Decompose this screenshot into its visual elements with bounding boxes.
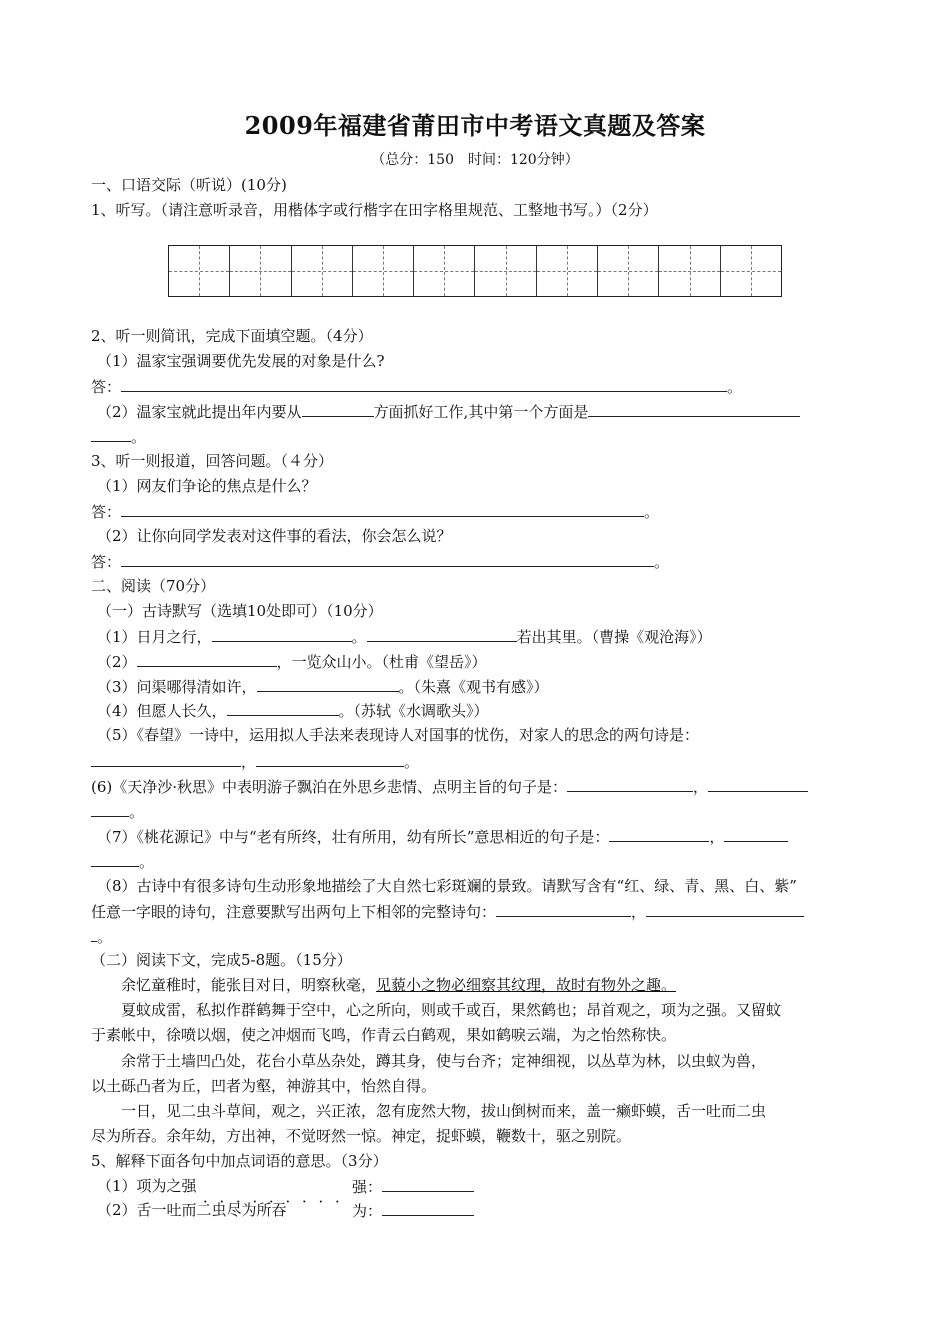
poem-item-5: （5）《春望》一诗中，运用拟人手法来表现诗人对国事的忧伤，对家人的思念的两句诗是： bbox=[97, 726, 700, 744]
grid-cell[interactable] bbox=[353, 246, 414, 296]
answer-blank[interactable] bbox=[302, 401, 374, 417]
period: 。 bbox=[654, 553, 670, 571]
answer-label: 答： bbox=[91, 553, 122, 571]
answer-label: 答： bbox=[91, 378, 122, 396]
period: 。 bbox=[404, 753, 420, 771]
comma: ， bbox=[241, 753, 257, 771]
section1-heading: 一、口语交际（听说）(10分) bbox=[91, 176, 287, 194]
answer-blank[interactable] bbox=[567, 776, 693, 792]
answer-blank[interactable] bbox=[91, 851, 139, 867]
comma: ， bbox=[693, 778, 709, 796]
passage-para-4-a: 一日，见二虫斗草间，观之，兴正浓，忽有庞然大物，拔山倒树而来，盖一癞虾蟆，舌一吐而二虫 bbox=[121, 1102, 767, 1120]
q3-text: 3、听一则报道，回答问题。（４分） bbox=[91, 452, 334, 470]
grid-cell[interactable] bbox=[169, 246, 230, 296]
q2-text: 2、听一则简讯，完成下面填空题。（4分） bbox=[91, 327, 373, 345]
poem-text: （1）日月之行， bbox=[97, 628, 212, 646]
answer-blank[interactable] bbox=[227, 700, 339, 716]
poem-item-4 bbox=[97, 700, 489, 721]
page-title: 2009年福建省莆田市中考语文真题及答案 bbox=[244, 111, 706, 140]
grid-cell[interactable] bbox=[414, 246, 475, 296]
poem-text: ，一览众山小。（杜甫《望岳》） bbox=[276, 653, 487, 671]
passage-para-3-a: 余常于土墙凹凸处，花台小草丛杂处，蹲其身，使与台齐；定神细视，以丛草为林，以虫蚁为兽， bbox=[121, 1052, 767, 1070]
poem-text: 若出其里。（曹操《观沧海》） bbox=[516, 628, 712, 646]
answer-blank[interactable] bbox=[257, 676, 399, 692]
passage-para-2-b: 于素帐中，徐喷以烟，使之冲烟而飞鸣，作青云白鹤观，果如鹤唳云端，为之怡然称快。 bbox=[91, 1026, 677, 1044]
grid-cell[interactable] bbox=[659, 246, 720, 296]
poem-text: （7）《桃花源记》中与“老有所终，壮有所用，幼有所长”意思相近的句子是： bbox=[97, 828, 610, 846]
q5-1-answer bbox=[352, 1176, 474, 1197]
poem-item-8-a: （8）古诗中有很多诗句生动形象地描绘了大自然七彩斑斓的景致。请默写含有“红、绿、青、黑、白、紫” bbox=[97, 877, 797, 895]
answer-blank[interactable] bbox=[121, 551, 654, 567]
q5-2-text: （2）舌一吐而二虫尽为所吞 bbox=[97, 1201, 287, 1219]
answer-blank[interactable] bbox=[367, 626, 517, 642]
grid-cell[interactable] bbox=[230, 246, 291, 296]
q1-text: 1、听写。（请注意听录音，用楷体字或行楷字在田字格里规范、工整地书写。）（2分） bbox=[91, 201, 658, 219]
answer-blank[interactable] bbox=[382, 1200, 474, 1216]
q2-2-text-b: 方面抓好工作,其中第一个方面是 bbox=[373, 403, 589, 421]
q2-1-answer-line bbox=[91, 376, 742, 397]
section2-heading: 二、阅读（70分） bbox=[91, 577, 216, 595]
q3-2-text: （2）让你向同学发表对这件事的看法，你会怎么说？ bbox=[97, 527, 452, 545]
passage-para-3-b: 以土砾凸者为丘，凹者为壑，神游其中，怡然自得。 bbox=[91, 1077, 437, 1095]
poem-item-7 bbox=[97, 826, 788, 847]
poem-item-8-cont bbox=[91, 926, 112, 947]
q3-2-answer-line bbox=[91, 551, 669, 572]
period: 。 bbox=[131, 428, 147, 446]
poem-text: （3）问渠哪得清如许， bbox=[97, 678, 257, 696]
poem-text: (6)《天净沙·秋思》中表明游子飘泊在外思乡悲情、点明主旨的句子是： bbox=[91, 778, 568, 796]
q5-2-answer bbox=[352, 1200, 474, 1221]
poem-item-2 bbox=[97, 651, 487, 672]
answer-blank[interactable] bbox=[646, 901, 804, 917]
comma: ， bbox=[709, 828, 725, 846]
answer-blank[interactable] bbox=[609, 826, 709, 842]
comma: ， bbox=[631, 903, 647, 921]
underlined-sentence: 见藐小之物必细察其纹理，故时有物外之趣。 bbox=[376, 976, 677, 994]
period: 。 bbox=[644, 503, 660, 521]
emphasis-dots: ．．．．．．．．． bbox=[203, 1188, 360, 1206]
answer-blank[interactable] bbox=[382, 1176, 474, 1192]
answer-blank[interactable] bbox=[212, 626, 352, 642]
answer-label: 为： bbox=[352, 1202, 383, 1220]
period: 。 bbox=[139, 853, 155, 871]
grid-cell[interactable] bbox=[475, 246, 536, 296]
q2-1-text: （1）温家宝强调要优先发展的对象是什么? bbox=[97, 352, 385, 370]
q2-2-text-a: （2）温家宝就此提出年内要从 bbox=[97, 403, 302, 421]
poem-text: 。（苏轼《水调歌头》） bbox=[338, 702, 489, 720]
period: 。 bbox=[351, 628, 367, 646]
answer-blank[interactable] bbox=[91, 801, 129, 817]
passage-para-2-a: 夏蚊成雷，私拟作群鹤舞于空中，心之所向，则或千或百，果然鹤也；昂首观之，项为之强。又留蚊 bbox=[121, 1001, 782, 1019]
answer-blank[interactable] bbox=[91, 751, 241, 767]
poem-text: （2） bbox=[97, 653, 137, 671]
passage-para-1 bbox=[121, 975, 676, 995]
period: 。 bbox=[97, 928, 113, 946]
answer-label: 强： bbox=[352, 1178, 383, 1196]
poem-item-8-b bbox=[91, 901, 804, 922]
q5-text: 5、解释下面各句中加点词语的意思。（3分） bbox=[91, 1152, 388, 1170]
answer-blank[interactable] bbox=[256, 751, 404, 767]
answer-blank[interactable] bbox=[724, 826, 788, 842]
grid-cell[interactable] bbox=[598, 246, 659, 296]
poem-item-1 bbox=[97, 626, 712, 647]
passage-para-4-b: 尽为所吞。余年幼，方出神，不觉呀然一惊。神定，捉虾蟆，鞭数十，驱之别院。 bbox=[91, 1127, 632, 1145]
answer-blank[interactable] bbox=[588, 401, 800, 417]
answer-blank[interactable] bbox=[121, 501, 644, 517]
grid-cell[interactable] bbox=[721, 246, 781, 296]
answer-blank[interactable] bbox=[496, 901, 631, 917]
q2-2-line bbox=[97, 401, 800, 422]
q5-1-text: （1）项为之强 bbox=[97, 1177, 197, 1195]
poem-item-6 bbox=[91, 776, 808, 797]
poem-item-6-cont bbox=[91, 801, 144, 822]
answer-blank[interactable] bbox=[91, 426, 131, 442]
answer-blank[interactable] bbox=[137, 651, 277, 667]
q3-1-answer-line bbox=[91, 501, 659, 522]
part2-heading: （二）阅读下文，完成5-8题。（15分） bbox=[91, 951, 352, 969]
answer-label: 答： bbox=[91, 503, 122, 521]
answer-blank[interactable] bbox=[708, 776, 808, 792]
period: 。 bbox=[129, 803, 145, 821]
poem-item-3 bbox=[97, 676, 549, 697]
page-subtitle: （总分：150 时间：120分钟） bbox=[371, 152, 579, 168]
grid-cell[interactable] bbox=[292, 246, 353, 296]
q3-1-text: （1）网友们争论的焦点是什么？ bbox=[97, 477, 317, 495]
answer-blank[interactable] bbox=[121, 376, 727, 392]
poem-text: （4）但愿人长久， bbox=[97, 702, 227, 720]
q2-2-line-cont bbox=[91, 426, 146, 447]
grid-cell[interactable] bbox=[537, 246, 598, 296]
passage-text: 余忆童稚时，能张目对日，明察秋毫， bbox=[121, 976, 377, 994]
poem-text: 任意一字眼的诗句，注意要默写出两句上下相邻的完整诗句： bbox=[91, 903, 497, 921]
poem-item-5-blanks bbox=[91, 751, 419, 772]
tianzige-grid[interactable] bbox=[168, 245, 782, 297]
poem-item-7-cont bbox=[91, 851, 154, 872]
part1-heading: （一）古诗默写（选填10处即可）（10分） bbox=[97, 602, 383, 620]
period: 。 bbox=[727, 378, 743, 396]
poem-text: 。（朱熹《观书有感》） bbox=[398, 678, 549, 696]
